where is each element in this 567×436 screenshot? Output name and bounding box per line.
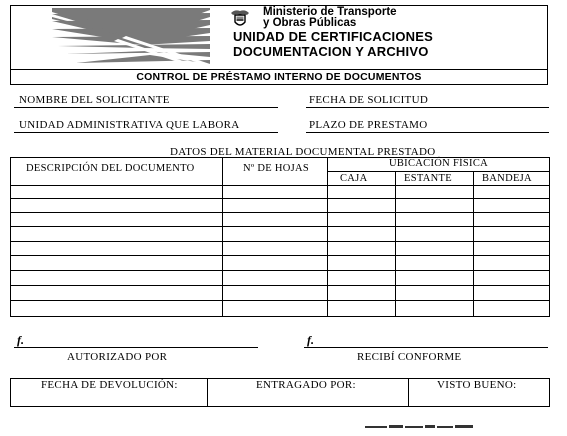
unit-title-line1: UNIDAD DE CERTIFICACIONES [233, 29, 434, 44]
request-date-label: FECHA DE SOLICITUD [309, 94, 429, 106]
received-f-mark: f. [307, 333, 314, 347]
loan-term-line[interactable] [306, 132, 549, 133]
col-tray-header: BANDEJA [482, 173, 532, 184]
table-col-divider [395, 171, 396, 317]
col-description-header: DESCRIPCIÓN DEL DOCUMENTO [26, 163, 195, 174]
table-col-divider [222, 157, 223, 317]
loan-term-label: PLAZO DE PRESTAMO [309, 119, 428, 131]
table-row-line[interactable] [10, 255, 550, 256]
table-col-divider [327, 157, 328, 317]
table-row-line[interactable] [10, 212, 550, 213]
col-shelf-header: ESTANTE [404, 173, 452, 184]
ministry-name [263, 7, 397, 28]
table-col-divider [473, 171, 474, 317]
table-row-line[interactable] [10, 300, 550, 301]
admin-unit-line[interactable] [14, 132, 278, 133]
table-row-line[interactable] [10, 241, 550, 242]
form-code-mark [365, 418, 475, 426]
received-ok-label: RECIBÍ CONFORME [357, 351, 462, 363]
col-pages-header: Nº DE HOJAS [243, 163, 310, 174]
table-header-bottom [10, 185, 550, 186]
table-row-line[interactable] [10, 285, 550, 286]
material-table [10, 157, 550, 317]
table-row-line[interactable] [10, 226, 550, 227]
delivered-by-label: ENTRAGADO POR: [256, 379, 356, 391]
table-row-line[interactable] [10, 198, 550, 199]
received-signature-line[interactable] [304, 347, 548, 348]
col-box-header: CAJA [340, 173, 368, 184]
ministry-sunburst-logo-icon [52, 8, 210, 64]
authorized-signature-line[interactable] [14, 347, 258, 348]
applicant-name-label: NOMBRE DEL SOLICITANTE [19, 94, 170, 106]
authorized-by-label: AUTORIZADO POR [67, 351, 168, 363]
applicant-name-line[interactable] [14, 107, 278, 108]
request-date-line[interactable] [306, 107, 549, 108]
approval-label: VISTO BUENO: [437, 379, 517, 391]
ministry-name-line1: Ministerio de Transporte [263, 6, 397, 18]
table-row-line[interactable] [10, 270, 550, 271]
admin-unit-label: UNIDAD ADMINISTRATIVA QUE LABORA [19, 119, 240, 131]
unit-title [233, 29, 433, 59]
return-box-divider [408, 378, 409, 407]
location-subheader-line [327, 171, 550, 172]
material-section-title: DATOS DEL MATERIAL DOCUMENTAL PRESTADO [170, 146, 436, 158]
unit-title-line2: DOCUMENTACION Y ARCHIVO [233, 44, 429, 59]
coat-of-arms-emblem-icon [229, 7, 251, 29]
return-date-label: FECHA DE DEVOLUCIÓN: [41, 379, 178, 391]
col-location-header: UBICACIÓN FÍSICA [389, 158, 489, 169]
ministry-name-line2: y Obras Públicas [263, 16, 357, 29]
form-title: CONTROL DE PRÉSTAMO INTERNO DE DOCUMENTOS [10, 69, 548, 85]
return-box-divider [207, 378, 208, 407]
authorized-f-mark: f. [17, 333, 24, 347]
